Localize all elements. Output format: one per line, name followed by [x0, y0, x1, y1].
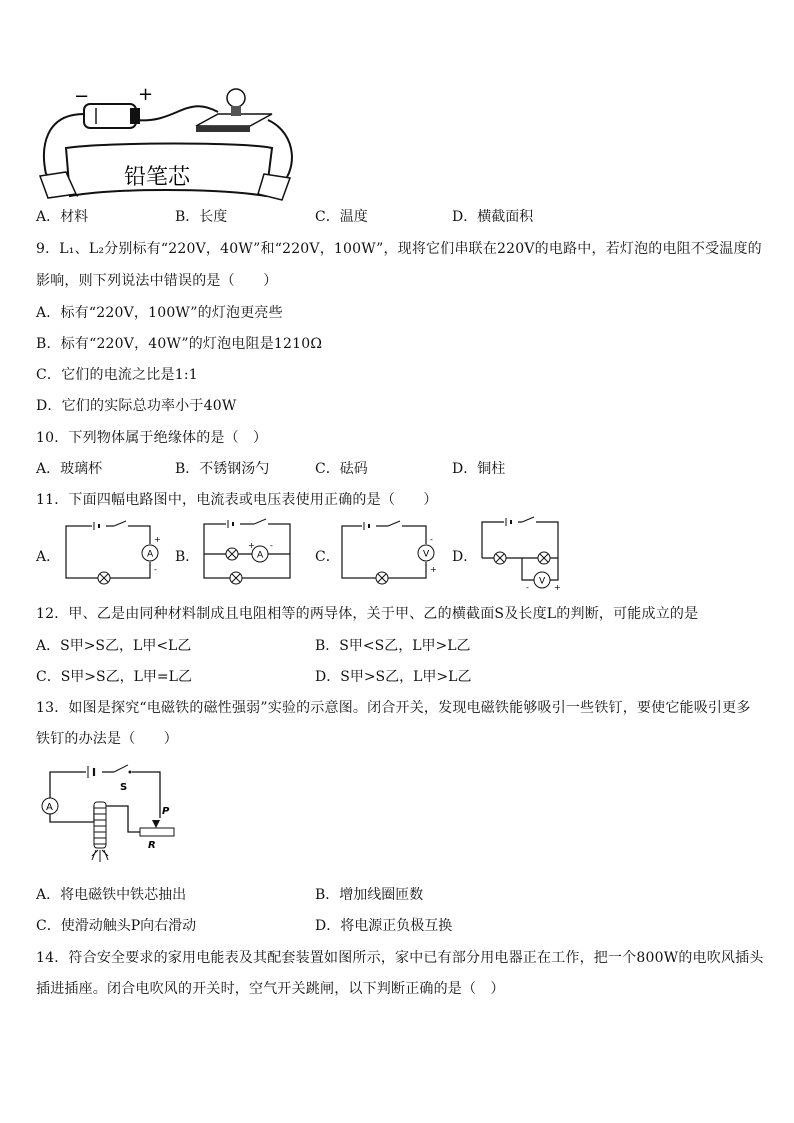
svg-text:V: V	[539, 576, 546, 587]
svg-text:V: V	[423, 549, 430, 560]
q11-letter-d: D．	[452, 549, 478, 565]
ammeter-label: A	[46, 802, 53, 813]
q13-stem-line2: 铁钉的办法是（ ）	[36, 731, 178, 747]
pencil-lead-circuit-figure	[36, 84, 298, 200]
q11-circuit-b	[200, 518, 296, 584]
svg-text:+: +	[430, 565, 437, 574]
q9-option-b: B．标有“220V，40W”的灯泡电阻是1210Ω	[36, 336, 323, 352]
q13-option-a: A．将电磁铁中铁芯抽出	[36, 887, 187, 903]
q8-option-c: C．温度	[315, 209, 368, 225]
q8-option-b: B．长度	[175, 209, 228, 225]
q11-circuit-c	[338, 520, 438, 582]
q9-option-d: D．它们的实际总功率小于40W	[36, 398, 237, 414]
q11-letter-a: A．	[36, 549, 61, 565]
q9-option-c: C．它们的电流之比是1:1	[36, 367, 198, 383]
q11-letter-c: C．	[315, 549, 340, 565]
q14-stem-line2: 插进插座。闭合电吹风的开关时，空气开关跳闸，以下判断正确的是（ ）	[36, 981, 505, 997]
q10-stem: 10．下列物体属于绝缘体的是（ ）	[36, 430, 268, 446]
switch-s-label: S	[120, 782, 128, 793]
svg-text:+: +	[554, 583, 561, 592]
svg-text:A: A	[147, 549, 154, 560]
q8-option-d: D．横截面积	[452, 209, 534, 225]
q10-option-b: B．不锈钢汤勺	[175, 461, 270, 477]
q12-option-c: C．S甲>S乙，L甲=L乙	[36, 669, 192, 685]
q11-circuit-a	[62, 520, 160, 582]
q11-circuit-d	[478, 514, 568, 592]
q12-option-b: B．S甲<S乙，L甲>L乙	[315, 638, 471, 654]
svg-text:-: -	[526, 583, 529, 592]
q10-option-d: D．铜柱	[452, 461, 506, 477]
q13-option-c: C．使滑动触头P向右滑动	[36, 918, 197, 934]
svg-text:A: A	[257, 550, 264, 561]
q9-stem-line1: 9．L₁、L₂分别标有“220V，40W”和“220V，100W”，现将它们串联在220V的电路中，若灯泡的电阻不受温度的	[36, 241, 762, 257]
q10-option-a: A．玻璃杯	[36, 461, 103, 477]
rheostat-r-label: R	[148, 840, 156, 851]
q8-option-a: A．材料	[36, 209, 89, 225]
q12-option-a: A．S甲>S乙，L甲<L乙	[36, 638, 192, 654]
svg-text:-: -	[430, 535, 433, 544]
svg-text:+: +	[248, 541, 255, 550]
q13-option-d: D．将电源正负极互换	[315, 918, 453, 934]
q9-stem-line2: 影响，则下列说法中错误的是（ ）	[36, 273, 278, 289]
q11-letter-b: B．	[175, 549, 200, 565]
q10-option-c: C．砝码	[315, 461, 368, 477]
svg-text:-: -	[154, 565, 157, 574]
pencil-lead-label: 铅笔芯	[124, 165, 191, 190]
q11-stem: 11．下面四幅电路图中，电流表或电压表使用正确的是（ ）	[36, 492, 438, 508]
battery-minus: −	[74, 86, 90, 107]
svg-text:+: +	[154, 535, 161, 544]
battery-plus: +	[138, 84, 154, 105]
q13-option-b: B．增加线圈匝数	[315, 887, 424, 903]
q14-stem-line1: 14．符合安全要求的家用电能表及其配套装置如图所示，家中已有部分用电器正在工作，把一个800W的电吹风插头	[36, 950, 764, 966]
electromagnet-circuit-figure	[38, 762, 178, 864]
slider-p-label: P	[162, 806, 170, 817]
svg-text:-: -	[270, 541, 273, 550]
q12-option-d: D．S甲>S乙，L甲>L乙	[315, 669, 472, 685]
q12-stem: 12．甲、乙是由同种材料制成且电阻相等的两导体，关于甲、乙的横截面S及长度L的判断，可能成立的是	[36, 606, 699, 622]
q13-stem-line1: 13．如图是探究“电磁铁的磁性强弱”实验的示意图。闭合开关，发现电磁铁能够吸引一些铁钉，要使它能吸引更多	[36, 700, 751, 716]
q9-option-a: A．标有“220V，100W”的灯泡更亮些	[36, 305, 283, 321]
